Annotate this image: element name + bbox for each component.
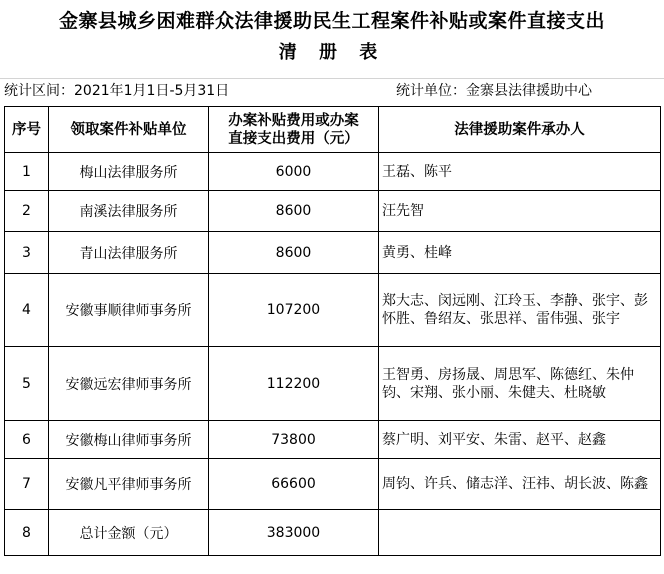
cell-names: 黄勇、桂峰 — [379, 232, 661, 274]
table-row — [5, 347, 661, 421]
cell-names: 王智勇、房扬晟、周思军、陈德红、朱仲钧、宋翔、张小丽、朱健夫、杜晓敏 — [379, 347, 661, 421]
cell-idx: 4 — [5, 274, 49, 347]
header-amount — [209, 107, 379, 153]
cell-names: 王磊、陈平 — [379, 153, 661, 191]
header-names: 法律援助案件承办人 — [379, 107, 661, 153]
document-subtitle: 清 册 表 — [278, 42, 386, 63]
grid-line — [0, 78, 664, 79]
table-row — [5, 191, 661, 232]
header-amount-line1: 办案补贴费用或办案 — [228, 112, 359, 129]
table-row — [5, 232, 661, 274]
cell-idx: 2 — [5, 191, 49, 232]
header-idx: 序号 — [5, 107, 49, 153]
cell-unit: 总计金额（元） — [49, 510, 209, 556]
cell-unit: 南溪法律服务所 — [49, 191, 209, 232]
cell-idx: 3 — [5, 232, 49, 274]
table-row-total — [5, 510, 661, 556]
subsidy-table — [4, 106, 661, 556]
cell-names: 汪先智 — [379, 191, 661, 232]
header-amount-line2: 直接支出费用（元） — [228, 130, 359, 147]
cell-names: 周钧、许兵、储志洋、汪祎、胡长波、陈鑫 — [379, 459, 661, 510]
cell-names — [379, 510, 661, 556]
cell-amount: 8600 — [209, 191, 379, 232]
cell-amount: 6000 — [209, 153, 379, 191]
cell-amount: 8600 — [209, 232, 379, 274]
cell-amount: 73800 — [209, 421, 379, 459]
table-row — [5, 274, 661, 347]
cell-idx: 8 — [5, 510, 49, 556]
cell-amount: 107200 — [209, 274, 379, 347]
info-row — [0, 80, 664, 102]
cell-idx: 5 — [5, 347, 49, 421]
table-row — [5, 153, 661, 191]
cell-idx: 6 — [5, 421, 49, 459]
cell-names: 蔡广明、刘平安、朱雷、赵平、赵鑫 — [379, 421, 661, 459]
cell-unit: 安徽事顺律师事务所 — [49, 274, 209, 347]
cell-unit: 安徽凡平律师事务所 — [49, 459, 209, 510]
cell-amount: 66600 — [209, 459, 379, 510]
cell-idx: 7 — [5, 459, 49, 510]
cell-unit: 安徽远宏律师事务所 — [49, 347, 209, 421]
cell-unit: 安徽梅山律师事务所 — [49, 421, 209, 459]
statistics-org: 统计单位：金寨县法律援助中心 — [396, 83, 592, 99]
cell-names: 郑大志、闵远刚、江玲玉、李静、张宇、彭怀胜、鲁绍友、张思祥、雷伟强、张宇 — [379, 274, 661, 347]
table-row — [5, 459, 661, 510]
table-header-row — [5, 107, 661, 153]
cell-idx: 1 — [5, 153, 49, 191]
cell-amount: 112200 — [209, 347, 379, 421]
statistics-period: 统计区间：2021年1月1日-5月31日 — [4, 83, 230, 99]
cell-amount: 383000 — [209, 510, 379, 556]
table-row — [5, 421, 661, 459]
cell-unit: 青山法律服务所 — [49, 232, 209, 274]
document-title: 金寨县城乡困难群众法律援助民生工程案件补贴或案件直接支出 — [58, 10, 605, 32]
cell-unit: 梅山法律服务所 — [49, 153, 209, 191]
header-unit: 领取案件补贴单位 — [49, 107, 209, 153]
